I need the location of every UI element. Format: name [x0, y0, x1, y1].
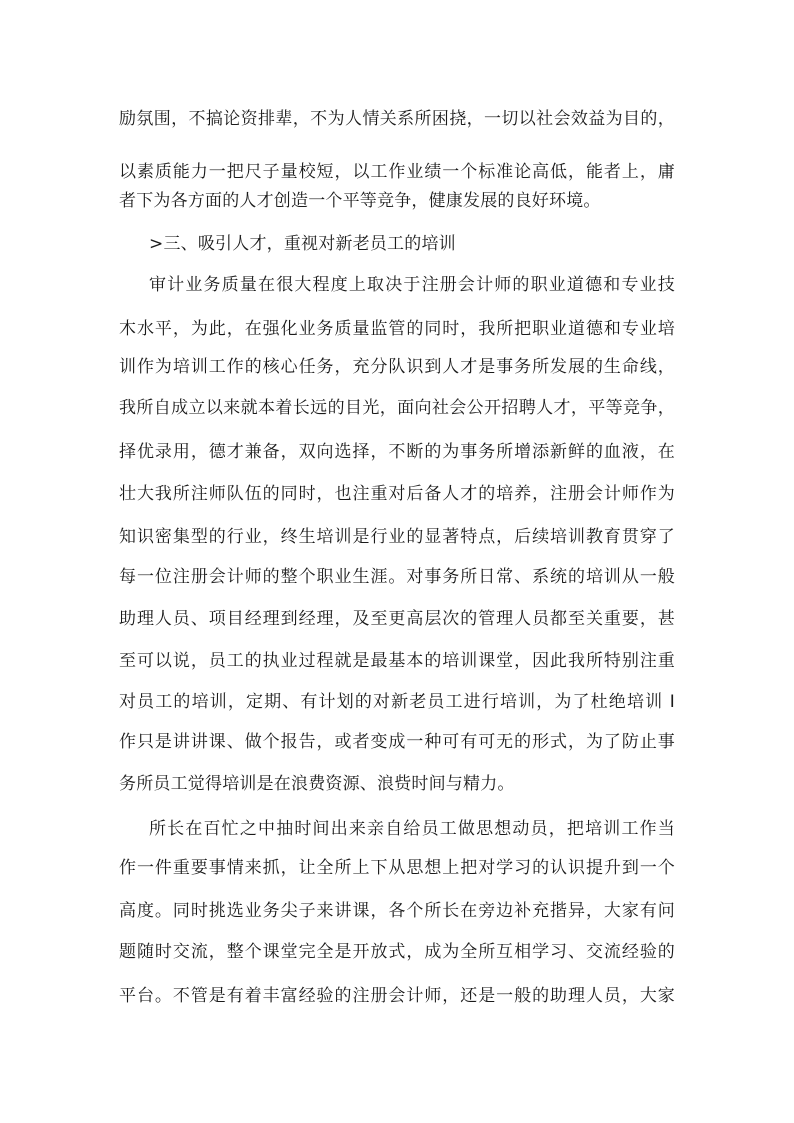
paragraph-line: 我所自成立以来就本着长远的目光，面向社会公开招聘人才，平等竞争， [119, 398, 675, 418]
paragraph-line: 对员工的培训，定期、有计划的对新老员工进行培训，为了杜绝培训 I [119, 692, 675, 712]
paragraph-line: 壮大我所注师队伍的同时，也注重对后备人才的培养，注册会计师作为 [119, 484, 675, 504]
paragraph-line: 训作为培训工作的核心任务，充分队识到人才是事务所发展的生命线， [119, 357, 675, 377]
paragraph-line: 每一位注册会计师的整个职业生涯。对事务所日常、系统的培训从一般 [119, 567, 675, 587]
paragraph-line: 助理人员、项目经理到经理，及至更高层次的管理人员都至关重要，甚 [119, 609, 675, 629]
paragraph-line: 至可以说，员工的执业过程就是最基本的培训课堂，因此我所特别注重 [119, 651, 675, 671]
paragraph-line: 平台。不管是有着丰富经验的注册会计师，还是一般的助理人员，大家 [119, 986, 675, 1006]
paragraph-line: 作只是讲讲课、做个报告，或者变成一种可有可无的形式，为了防止事 [119, 732, 675, 752]
paragraph-line: 知识密集型的行业，终生培训是行业的显著特点，后续培训教育贯穿了 [119, 527, 675, 547]
paragraph-line: 木水平，为此，在强化业务质量监管的同时，我所把职业道德和专业培 [119, 319, 675, 339]
paragraph-line: 励氛围，不搞论资排辈，不为人情关系所困挠，一切以社会效益为目的， [119, 109, 675, 129]
paragraph-line: 务所员工觉得培训是在浪费资源、浪赀时间与精力。 [119, 774, 515, 794]
paragraph-line: 作一件重要事情来抓，让全所上下从思想上把对学习的认识提升到一个 [119, 858, 675, 878]
paragraph-line: 所长在百忙之中抽时间出来亲自给员工做思想动员，把培训工作当 [149, 819, 675, 839]
paragraph-line: 审计业务质量在很大程度上取决于注册会计师的职业道德和专业技 [149, 275, 675, 295]
paragraph-line: 以素质能力一把尺子量校短，以工作业绩一个标准论高低，能者上，庸 [119, 162, 675, 182]
paragraph-line: 择优录用，德才兼备，双向选择，不断的为事务所增添新鲜的血液，在 [119, 442, 675, 462]
section-heading: >三、吸引人才，重视对新老员工的培训 [149, 234, 456, 254]
paragraph-line: 高度。同时挑选业务尖子来讲课，各个所长在旁边补充揩异，大家有问 [119, 901, 675, 921]
paragraph-line: 题随时交流，整个课堂完全是开放式，成为全所互相学习、交流经验的 [119, 942, 675, 962]
paragraph-line: 者下为各方面的人才创造一个平等竞争，健康发展的良好环境。 [119, 191, 601, 211]
